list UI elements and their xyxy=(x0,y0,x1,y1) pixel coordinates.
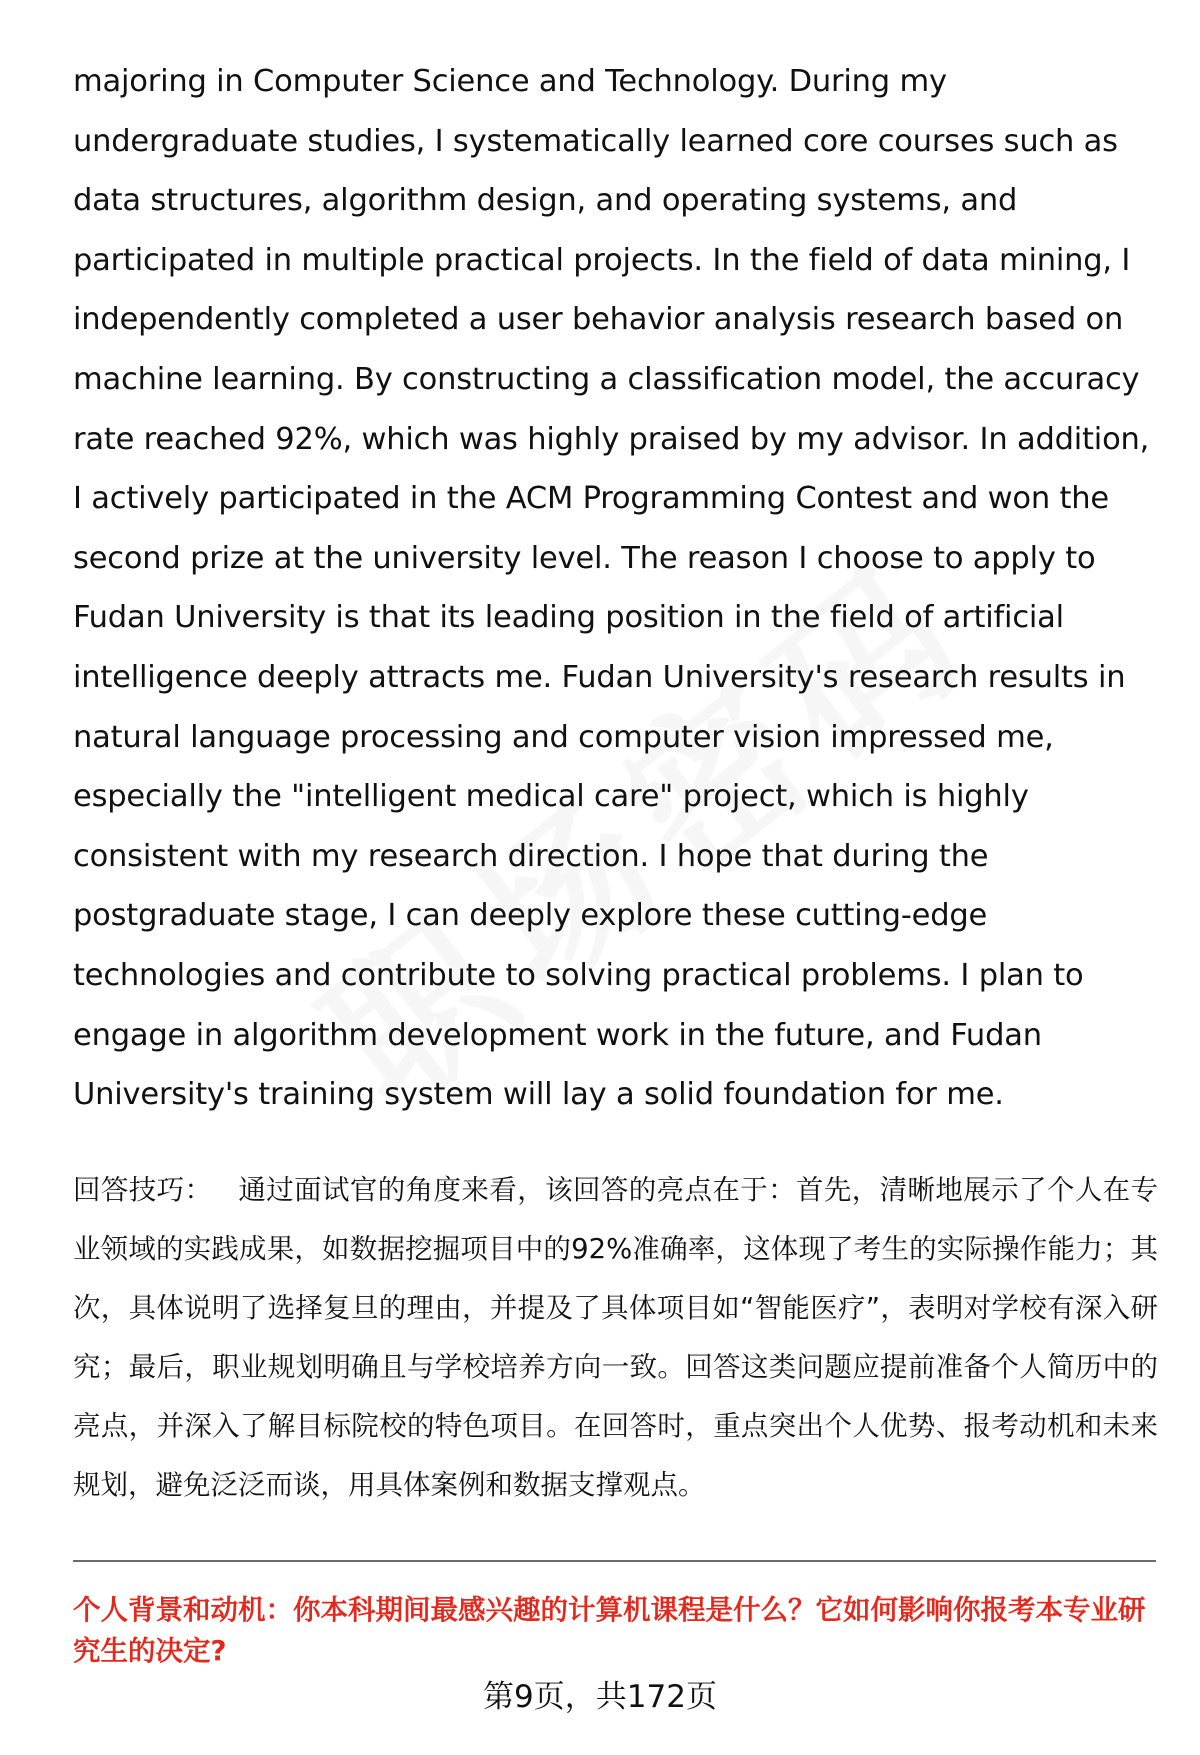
page-footer: 第9页，共172页 xyxy=(483,1679,717,1715)
answer-tips-paragraph xyxy=(73,1161,1158,1515)
next-question-heading: 个人背景和动机：你本科期间最感兴趣的计算机课程是什么？它如何影响你报考本专业研究生的决定? xyxy=(73,1594,1146,1667)
document-body xyxy=(73,52,1158,1515)
answer-paragraph: majoring in Computer Science and Technology. During my undergraduate studies, I systematically learned core courses such as data structures, algorithm design, and operating systems, and participated in multiple practical projects. In the field of data mining, I independently completed a user behavior analysis research based on machine learning. By constructing a classification model, the accuracy rate reached 92%, which was highly praised by my advisor. In addition, I actively participated in the ACM Programming Contest and won the second prize at the university level. The reason I choose to apply to Fudan University is that its leading position in the field of artificial intelligence deeply attracts me. Fudan University's research results in natural language processing and computer vision impressed me, especially the "intelligent medical care" project, which is highly consistent with my research direction. I hope that during the postgraduate stage, I can deeply explore these cutting-edge technologies and contribute to solving practical problems. I plan to engage in algorithm development work in the future, and Fudan University's training system will lay a solid foundation for me. xyxy=(73,64,1150,1113)
tips-label: 回答技巧： xyxy=(73,1173,213,1206)
tips-text: 通过面试官的角度来看，该回答的亮点在于：首先，清晰地展示了个人在专业领域的实践成果，如数据挖掘项目中的92%准确率，这体现了考生的实际操作能力；其次，具体说明了选择复旦的理由，并提及了具体项目如“智能医疗”，表明对学校有深入研究；最后，职业规划明确且与学校培养方向一致。回答这类问题应提前准备个人简历中的亮点，并深入了解目标院校的特色项目。在回答时，重点突出个人优势、报考动机和未来规划，避免泛泛而谈，用具体案例和数据支撑观点。 xyxy=(73,1173,1159,1501)
section-divider xyxy=(73,1560,1156,1562)
